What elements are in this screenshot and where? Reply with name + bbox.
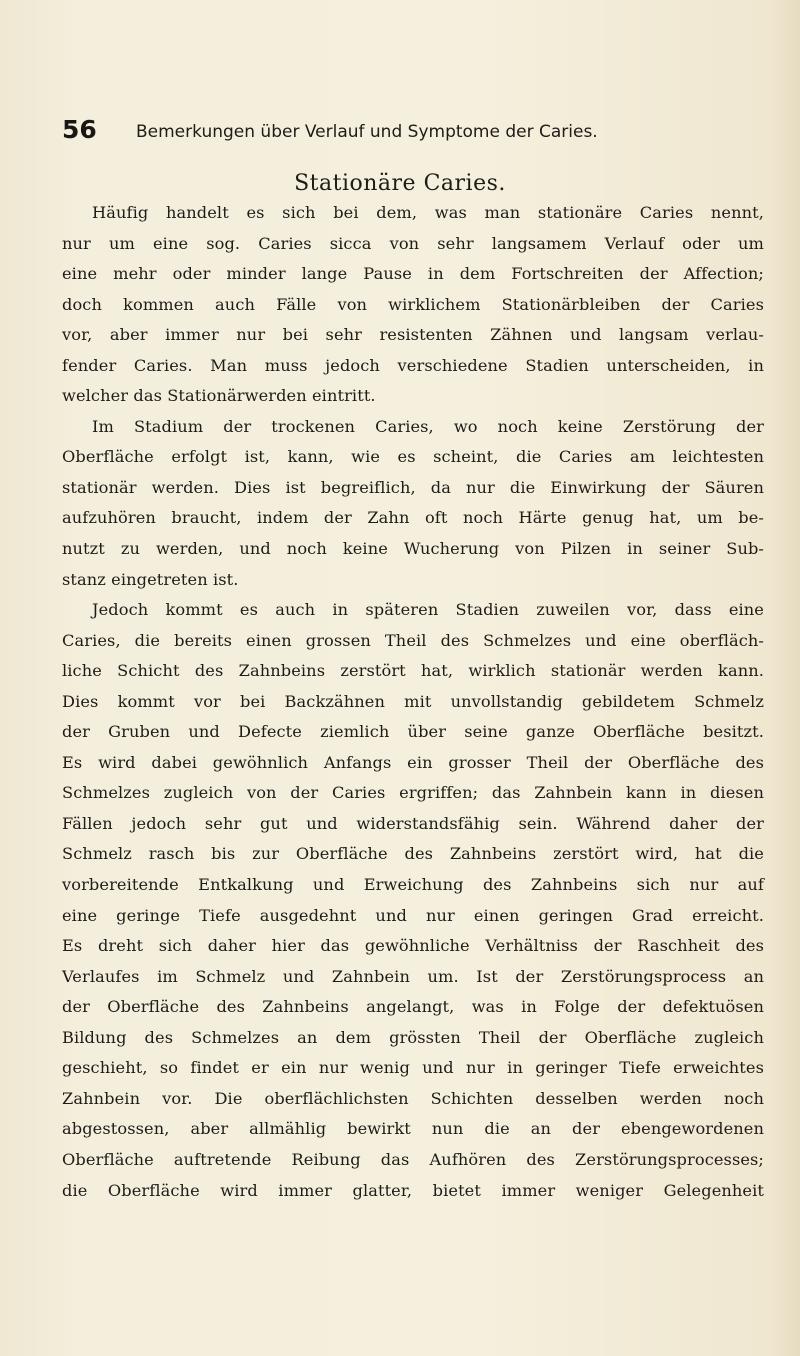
text-line: Im Stadium der trockenen Caries, wo noch keine Zerstörung der — [92, 416, 764, 436]
text-line: Häufig handelt es sich bei dem, was man stationäre Caries nennt, — [92, 203, 764, 222]
text-line: Schmelz rasch bis zur Oberfläche des Zahnbeins zerstört wird, hat die — [62, 844, 764, 864]
page-number: 56 — [62, 115, 97, 144]
section-title: Stationäre Caries. — [294, 171, 506, 196]
text-line: nutzt zu werden, und noch keine Wucherung von Pilzen in seiner Sub- — [62, 539, 764, 559]
text-line: der Gruben und Defecte ziemlich über seine ganze Oberfläche besitzt. — [62, 722, 764, 742]
text-line: stationär werden. Dies ist begreiflich, da nur die Einwirkung der Säuren — [62, 477, 764, 497]
text-line: die Oberfläche wird immer glatter, bietet immer weniger Gelegenheit — [62, 1180, 764, 1200]
text-line: Jedoch kommt es auch in späteren Stadien zuweilen vor, dass eine — [92, 600, 764, 620]
text-line: geschieht, so findet er ein nur wenig und nur in geringer Tiefe erweichtes — [62, 1058, 764, 1078]
running-head: Bemerkungen über Verlauf und Symptome der Caries. — [136, 122, 598, 142]
text-line: eine geringe Tiefe ausgedehnt und nur einen geringen Grad erreicht. — [62, 905, 764, 925]
text-line: vorbereitende Entkalkung und Erweichung des Zahnbeins sich nur auf — [62, 875, 764, 895]
page-header — [62, 116, 762, 148]
text-line: abgestossen, aber allmählig bewirkt nun die an der ebengewordenen — [62, 1119, 764, 1139]
body-text — [62, 198, 764, 1206]
text-line: eine mehr oder minder lange Pause in dem Fortschreiten der Affection; — [62, 264, 764, 284]
text-line: Zahnbein vor. Die oberflächlichsten Schichten desselben werden noch — [62, 1088, 764, 1108]
text-line: welcher das Stationärwerden eintritt. — [62, 386, 376, 406]
text-line: Oberfläche auftretende Reibung das Aufhören des Zerstörungsprocesses; — [62, 1149, 764, 1169]
text-line: Verlaufes im Schmelz und Zahnbein um. Ist der Zerstörungsprocess an — [62, 966, 764, 986]
text-line: Oberfläche erfolgt ist, kann, wie es scheint, die Caries am leichtesten — [62, 447, 764, 467]
text-line: nur um eine sog. Caries sicca von sehr langsamem Verlauf oder um — [62, 233, 764, 253]
text-line: stanz eingetreten ist. — [62, 569, 239, 589]
text-line: Caries, die bereits einen grossen Theil des Schmelzes und eine oberfläch- — [62, 630, 764, 650]
text-line: Dies kommt vor bei Backzähnen mit unvollstandig gebildetem Schmelz — [62, 691, 764, 711]
text-line: liche Schicht des Zahnbeins zerstört hat, wirklich stationär werden kann. — [62, 661, 764, 681]
text-line: der Oberfläche des Zahnbeins angelangt, was in Folge der defektuösen — [62, 997, 764, 1017]
text-line: Bildung des Schmelzes an dem grössten Theil der Oberfläche zugleich — [62, 1027, 764, 1047]
text-line: aufzuhören braucht, indem der Zahn oft noch Härte genug hat, um be- — [62, 508, 764, 528]
text-line: Es dreht sich daher hier das gewöhnliche Verhältniss der Raschheit des — [62, 936, 764, 956]
text-line: Schmelzes zugleich von der Caries ergriffen; das Zahnbein kann in diesen — [62, 783, 764, 803]
text-line: doch kommen auch Fälle von wirklichem Stationärbleiben der Caries — [62, 294, 764, 314]
text-line: fender Caries. Man muss jedoch verschiedene Stadien unterscheiden, in — [62, 355, 764, 375]
text-line: Es wird dabei gewöhnlich Anfangs ein grosser Theil der Oberfläche des — [62, 752, 764, 772]
text-line: Fällen jedoch sehr gut und widerstandsfähig sein. Während daher der — [62, 813, 764, 833]
text-line: vor, aber immer nur bei sehr resistenten Zähnen und langsam verlau- — [62, 325, 764, 345]
